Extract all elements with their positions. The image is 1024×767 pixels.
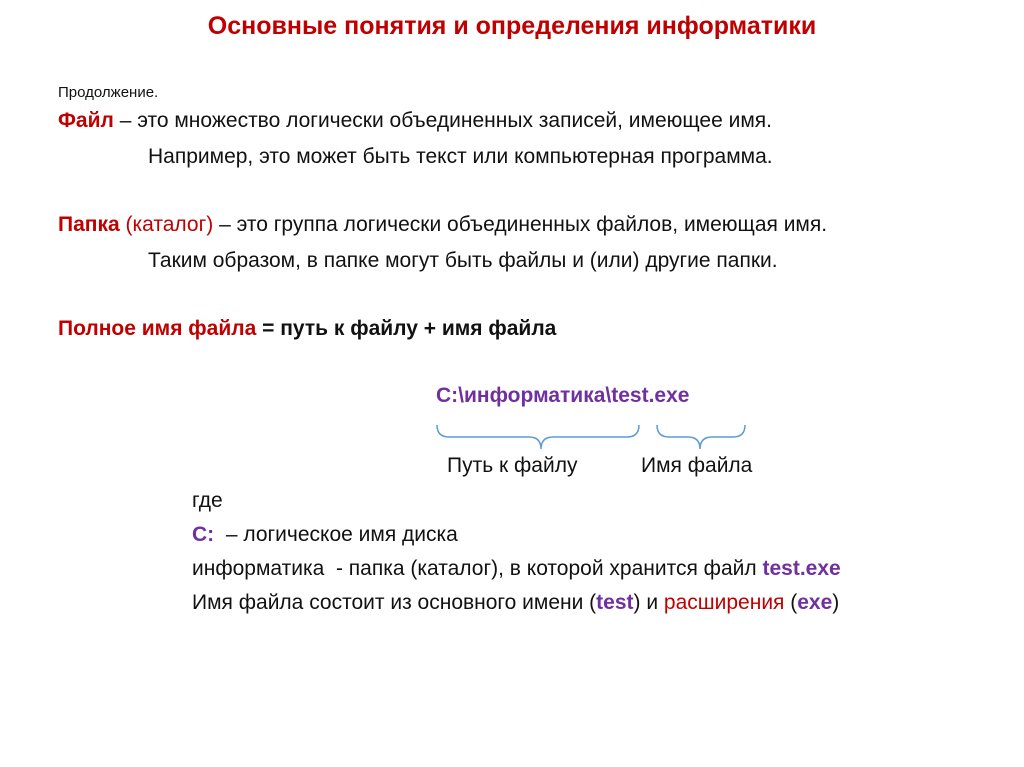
name-note-t4: ) [832,591,840,614]
subtitle: Продолжение. [58,84,159,101]
drive-text: – логическое имя диска [214,523,458,546]
folder-paren: (каталог) [119,213,214,236]
slide-title: Основные понятия и определения информатики [207,12,817,40]
fullname-formula [58,317,556,341]
name-note [192,591,839,615]
folder-text: – это группа логически объединенных файлов, имеющая имя. [213,213,828,236]
folder-note-file: test.exe [762,557,841,580]
file-example: Например, это может быть текст или компьютерная программа. [148,145,773,168]
drive-note [192,523,458,547]
name-note-t1: Имя файла состоит из основного имени ( [192,591,597,614]
folder-term: Папка [58,213,120,236]
fullname-eq: = путь к файлу + имя файла [256,317,557,340]
folder-note-text: информатика - папка (каталог), в которой хранится файл [192,557,763,580]
folder-definition [58,213,827,237]
file-term: Файл [58,109,114,132]
folder-note [192,557,841,581]
folder-example: Таким образом, в папке могут быть файлы и (или) другие папки. [148,249,778,272]
name-note-ext-word: расширения [663,591,785,614]
drive-term: C: [192,523,215,546]
where-word: где [192,489,223,512]
path-brace [437,425,639,449]
name-note-base: test [596,591,634,614]
name-note-t3: ( [784,591,798,614]
file-definition [58,109,772,133]
name-label: Имя файла [641,454,753,477]
name-brace [657,425,745,449]
fullname-term: Полное имя файла [58,317,257,340]
name-note-t2: ) и [633,591,664,614]
path-example: C:\информатика\test.exe [436,384,690,407]
name-note-ext: exe [797,591,833,614]
path-label: Путь к файлу [447,454,578,477]
file-text: – это множество логически объединенных записей, имеющее имя. [113,109,772,132]
